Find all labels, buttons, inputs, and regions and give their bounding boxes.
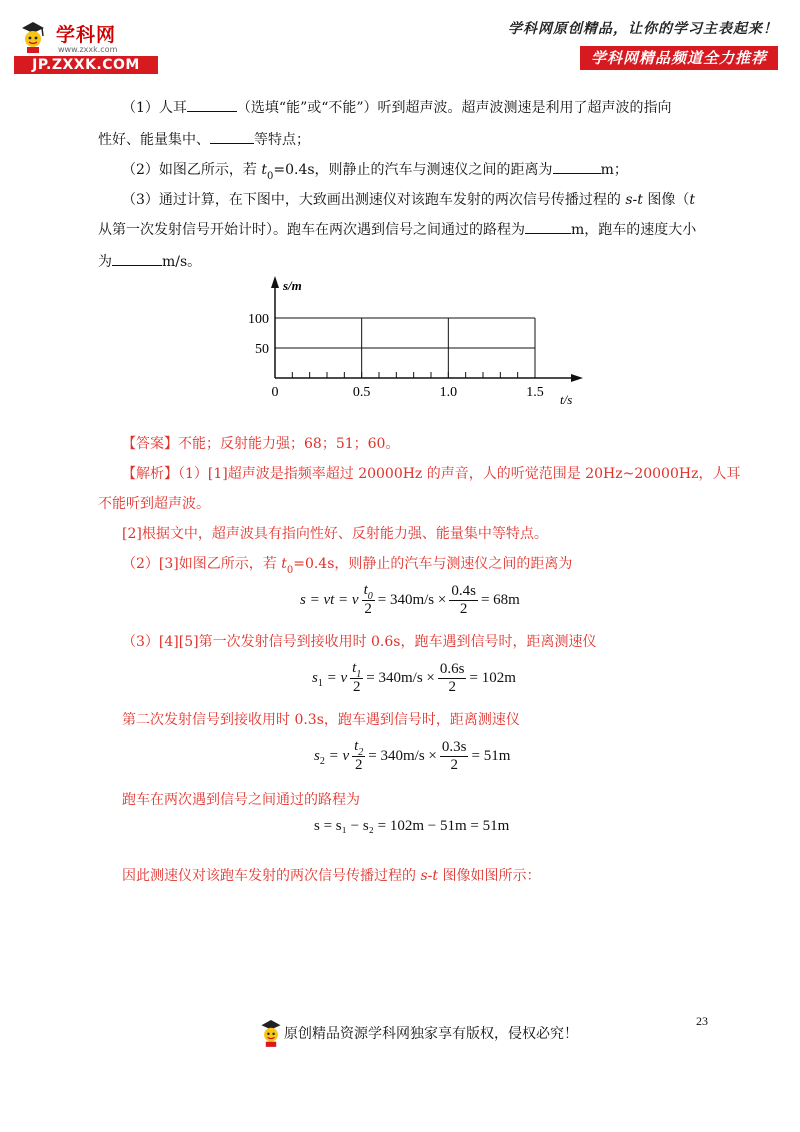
- logo-text: 学科网: [56, 24, 117, 46]
- x-tick-label: 0: [271, 385, 279, 400]
- equation-4: s = s₁ − s₂ = 102m − 51m = 51m: [314, 818, 510, 834]
- x-tick-label: 1.0: [439, 385, 458, 400]
- mascot-icon: [258, 1018, 284, 1048]
- analysis-line-1: 【解析】（1）[1]超声波是指频率超过 20000Hz 的声音，人的听觉范围是 20Hz~20000Hz，人耳: [122, 466, 741, 482]
- analysis-line-6: 第二次发射信号到接收用时 0.3s，跑车遇到信号时，距离测速仪: [122, 712, 520, 728]
- x-tick-label: 1.5: [526, 385, 544, 400]
- question-part-3: （3）通过计算，在下图中，大致画出测速仪对该跑车发射的两次信号传播过程的 s-t 图像（t: [122, 192, 695, 208]
- logo-url-bar: JP.ZXXK.COM: [14, 56, 158, 74]
- equation-3: s 2 = v $\frac{t_2}{2}$ = 340m/s × $\frac{0.3s}{2}$ = 51m: [314, 738, 511, 773]
- analysis-line-5: （3）[4][5]第一次发射信号到接收用时 0.6s，跑车遇到信号时，距离测速仪: [122, 634, 597, 650]
- equation-2: s 1 = v $\frac{t_1}{2}$ = 340m/s × $\frac{0.6s}{2}$ = 102m: [312, 660, 516, 695]
- analysis-label: 【解析】: [122, 466, 178, 482]
- site-logo[interactable]: [14, 16, 160, 74]
- analysis-line-8: 因此测速仪对该跑车发射的两次信号传播过程的 s-t 图像如图所示：: [122, 868, 541, 884]
- answer-blank-4: [525, 219, 571, 234]
- y-tick-label: 50: [255, 342, 269, 357]
- y-axis-arrow: [271, 276, 279, 288]
- header-banner: 学科网精品频道全力推荐: [580, 46, 778, 70]
- x-axis-arrow: [571, 374, 583, 382]
- y-tick-label: 100: [248, 312, 269, 327]
- answer-text: 不能；反射能力强；68；51；60。: [178, 436, 400, 452]
- question-part-3-cont: 从第一次发射信号开始计时）。跑车在两次遇到信号之间通过的路程为 m，跑车的速度大小: [98, 218, 708, 242]
- header-slogan: 学科网原创精品，让你的学习主表起来！: [508, 21, 778, 37]
- question-part-3-end: 为 m/s。: [98, 250, 708, 274]
- answer-blank-5: [112, 251, 162, 266]
- answer-blank-3: [553, 159, 601, 174]
- answer-label: 【答案】: [122, 436, 178, 452]
- analysis-line-3: [2]根据文中，超声波具有指向性好、反射能力强、能量集中等特点。: [122, 526, 548, 542]
- y-axis-label: s/m: [283, 278, 302, 293]
- page-number: 23: [696, 1014, 708, 1028]
- x-tick-label: 0.5: [352, 385, 371, 400]
- question-part-1: （1）人耳 （选填“能”或“不能”）听到超声波。超声波测速是利用了超声波的指向: [122, 96, 732, 120]
- logo-small-url: www.zxxk.com: [58, 45, 118, 54]
- question-part-1-cont: 性好、能量集中、 等特点；: [98, 128, 708, 152]
- analysis-line-2: 不能听到超声波。: [98, 496, 210, 512]
- mascot-icon: [18, 20, 48, 54]
- analysis-line-7: 跑车在两次遇到信号之间通过的路程为: [122, 792, 360, 808]
- footer-copyright: [258, 1018, 578, 1048]
- answer-blank-2: [210, 129, 254, 144]
- st-graph: [230, 270, 600, 410]
- footer-text: 原创精品资源学科网独家享有版权，侵权必究！: [284, 1026, 578, 1042]
- answer-line: [122, 432, 732, 456]
- question-part-2: （2）如图乙所示，若 $t_0=0.4s$，则静止的汽车与测速仪之间的距离为 m；: [122, 158, 732, 184]
- analysis-line-4: （2）[3]如图乙所示，若 $t_0=0.4s$，则静止的汽车与测速仪之间的距离为: [122, 556, 573, 576]
- equation-1: s = vt = v $\frac{t_0}{2}$ = 340m/s × $\frac{0.4s}{2}$ = 68m: [300, 582, 520, 617]
- answer-blank-1: [187, 97, 237, 112]
- x-axis-label: t/s: [560, 392, 573, 407]
